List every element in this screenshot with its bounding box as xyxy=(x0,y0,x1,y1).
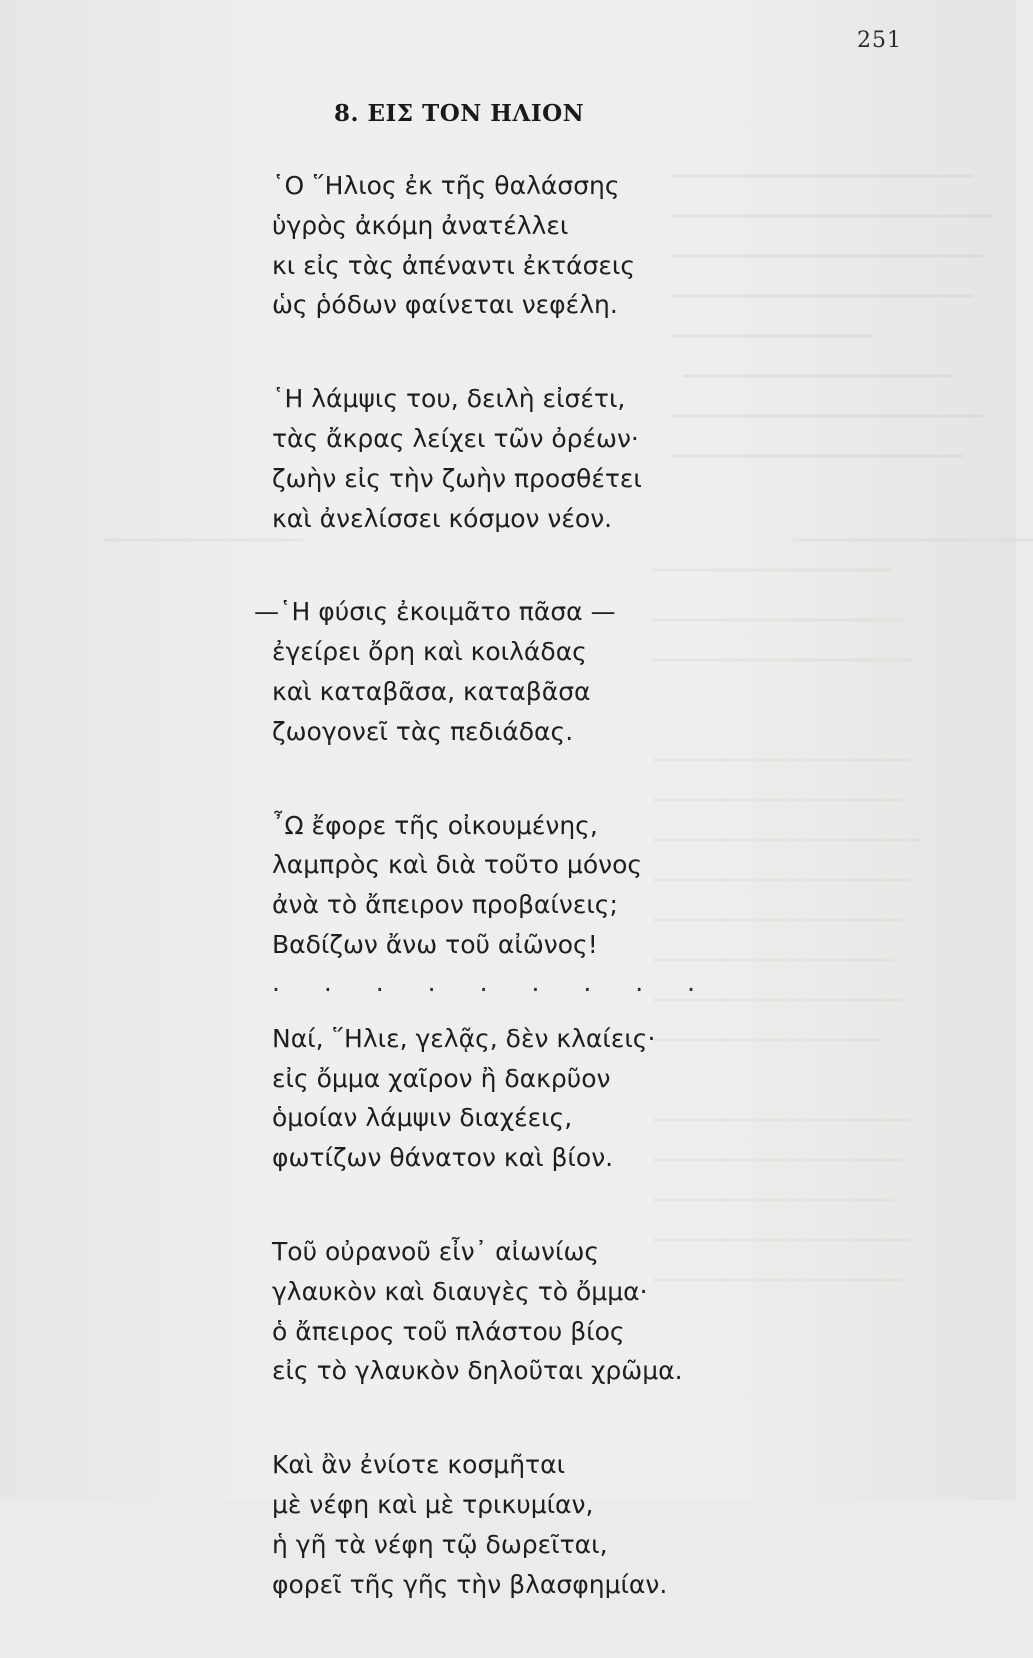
poem-line: ζωογονεῖ τὰς πεδιάδας. xyxy=(272,716,574,746)
poem-line: ὑγρὸς ἀκόμη ἀνατέλλει xyxy=(272,210,569,240)
poem-line: μὲ νέφη καὶ μὲ τρικυμίαν, xyxy=(272,1489,594,1519)
poem-line: ἐγείρει ὄρη καὶ κοιλάδας xyxy=(272,637,587,667)
poem-line: φορεῖ τῆς γῆς τὴν βλασφημίαν. xyxy=(272,1569,668,1599)
ellipsis-row: . . . . . . . . . xyxy=(272,967,714,997)
poem-line: τὰς ἄκρας λείχει τῶν ὀρέων· xyxy=(272,423,639,453)
poem-line: φωτίζων θάνατον καὶ βίον. xyxy=(272,1143,614,1173)
poem-line: Ναί, ῞Ηλιε, γελᾷς, δὲν κλαίεις· xyxy=(272,1023,656,1053)
poem-line: Τοῦ οὐρανοῦ εἶν᾿ αἰωνίως xyxy=(272,1236,600,1266)
poem-line: ῾Η λάμψις του, δειλὴ εἰσέτι, xyxy=(272,384,626,414)
poem-line: εἰς τὸ γλαυκὸν δηλοῦται χρῶμα. xyxy=(272,1356,683,1386)
poem-title: 8. ΕΙΣ ΤΟΝ ΗΛΙΟΝ xyxy=(334,100,585,127)
poem-line: ὁμοίαν λάμψιν διαχέεις, xyxy=(272,1103,573,1133)
page-number: 251 xyxy=(857,28,902,53)
poem-line: ῏Ω ἔφορε τῆς οἰκουμένης, xyxy=(272,810,598,840)
stanza-1 xyxy=(272,166,972,325)
poem-line: Καὶ ἂν ἐνίοτε κοσμῆται xyxy=(272,1450,566,1480)
poem-line: ἀνὰ τὸ ἄπειρον προβαίνεις; xyxy=(272,890,618,920)
stanza-7 xyxy=(272,1445,972,1604)
poem-line: κι εἰς τὰς ἀπέναντι ἐκτάσεις xyxy=(272,250,636,280)
poem-line: ζωὴν εἰς τὴν ζωὴν προσθέτει xyxy=(272,463,642,493)
stanza-4 xyxy=(272,806,972,965)
poem-line: ὡς ῥόδων φαίνεται νεφέλη. xyxy=(272,290,618,320)
stanza-6 xyxy=(272,1232,972,1391)
poem-line: ῾Ο ῞Ηλιος ἐκ τῆς θαλάσσης xyxy=(272,171,620,200)
stanza-2 xyxy=(272,379,972,538)
poem-line: καὶ καταβᾶσα, καταβᾶσα xyxy=(272,676,591,706)
poem-line: Βαδίζων ἄνω τοῦ αἰῶνος! xyxy=(272,929,598,959)
poem-line: ὁ ἄπειρος τοῦ πλάστου βίος xyxy=(272,1316,625,1346)
poem-line: εἰς ὄμμα χαῖρον ἢ δακρῦον xyxy=(272,1063,611,1093)
poem-line: —῾Η φύσις ἐκοιμᾶτο πᾶσα — xyxy=(254,597,616,627)
poem-line: λαμπρὸς καὶ διὰ τοῦτο μόνος xyxy=(272,850,643,880)
poem-line: καὶ ἀνελίσσει κόσμον νέον. xyxy=(272,503,613,533)
poem-body xyxy=(254,166,972,1658)
poem-line: ἡ γῆ τὰ νέφη τῷ δωρεῖται, xyxy=(272,1529,608,1559)
stanza-5 xyxy=(272,1019,972,1178)
stanza-3 xyxy=(254,592,972,751)
poem-line: γλαυκὸν καὶ διαυγὲς τὸ ὄμμα· xyxy=(272,1276,648,1306)
